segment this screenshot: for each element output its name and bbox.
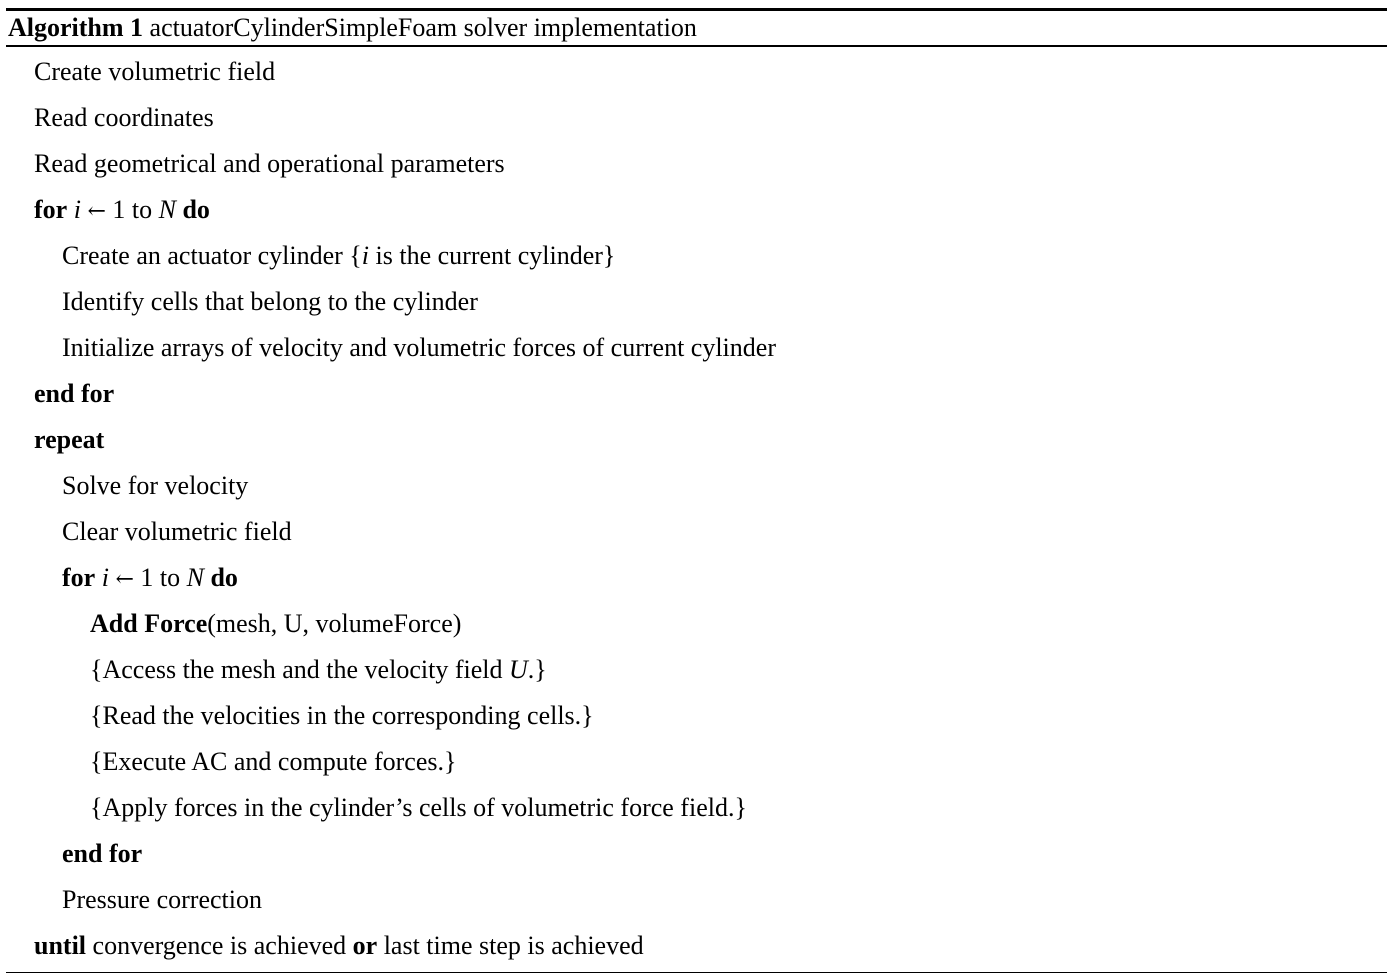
- algorithm-caption: [6, 11, 1387, 45]
- loop-range: 1 to: [133, 562, 187, 592]
- function-add-force: Add Force: [90, 608, 208, 638]
- line-5-text-b: is the current cylinder}: [369, 240, 616, 270]
- loop-range: 1 to: [105, 194, 159, 224]
- algo-line-4-for: [6, 187, 1387, 233]
- keyword-until: until: [34, 930, 87, 960]
- algo-line-19: Pressure correction: [62, 884, 262, 914]
- algo-line-16: {Execute AC and compute forces.}: [90, 746, 457, 776]
- bottom-rule: [6, 972, 1387, 974]
- keyword-do: do: [182, 194, 210, 224]
- line-20-text-b: last time step is achieved: [377, 930, 644, 960]
- algorithm-title: actuatorCylinderSimpleFoam solver implementation: [149, 13, 697, 42]
- algo-line-11: Clear volumetric field: [62, 516, 292, 546]
- algo-line-17: {Apply forces in the cylinder’s cells of volumetric force field.}: [90, 792, 747, 822]
- line-14-text-a: {Access the mesh and the velocity field: [90, 654, 509, 684]
- algo-line-8-end-for: end for: [34, 378, 115, 408]
- algo-line-10: Solve for velocity: [62, 470, 249, 500]
- line-5-text-a: Create an actuator cylinder {: [62, 240, 362, 270]
- loop-limit: N: [158, 194, 176, 224]
- loop-variable: i: [73, 194, 81, 224]
- algo-line-14: [6, 647, 1387, 693]
- assign-arrow: ←: [87, 198, 106, 224]
- algo-line-5: [6, 233, 1387, 279]
- algo-line-3: Read geometrical and operational parameters: [34, 148, 505, 178]
- line-14-text-b: .}: [527, 654, 547, 684]
- algo-line-12-for: [6, 555, 1387, 601]
- algo-line-6: Identify cells that belong to the cylinder: [62, 286, 478, 316]
- algorithm-label: Algorithm 1: [8, 13, 144, 42]
- keyword-for: for: [34, 194, 68, 224]
- assign-arrow: ←: [115, 566, 134, 592]
- algo-line-15: {Read the velocities in the corresponding cells.}: [90, 700, 594, 730]
- loop-variable: i: [101, 562, 109, 592]
- algorithm-body: [6, 47, 1387, 969]
- algo-line-7: Initialize arrays of velocity and volumetric forces of current cylinder: [62, 332, 776, 362]
- line-5-var: i: [361, 240, 370, 270]
- algo-line-13: [6, 601, 1387, 647]
- function-args: (mesh, U, volumeForce): [207, 608, 462, 638]
- line-20-text-a: convergence is achieved: [86, 930, 353, 960]
- algo-line-2: Read coordinates: [34, 102, 214, 132]
- keyword-for: for: [62, 562, 96, 592]
- keyword-or: or: [352, 930, 378, 960]
- algo-line-9-repeat: repeat: [34, 424, 105, 454]
- algo-line-18-end-for: end for: [62, 838, 143, 868]
- keyword-do: do: [210, 562, 238, 592]
- line-14-var: U: [508, 654, 528, 684]
- algorithm-block: [6, 8, 1387, 973]
- loop-limit: N: [186, 562, 204, 592]
- algo-line-1: Create volumetric field: [34, 56, 276, 86]
- algo-line-20-until: [6, 923, 1387, 969]
